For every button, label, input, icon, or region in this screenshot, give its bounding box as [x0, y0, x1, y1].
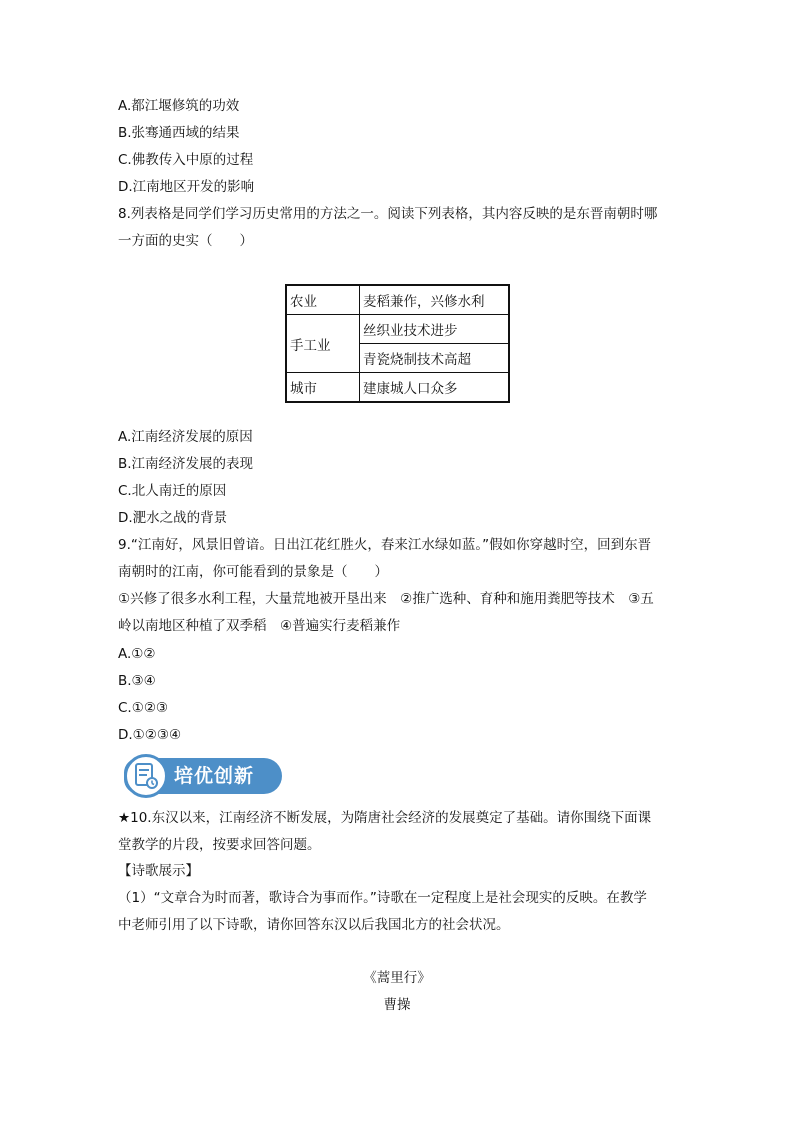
poem-author: 曹操: [383, 997, 411, 1013]
handicraft-label: 手工业: [286, 315, 360, 373]
table-row: [286, 315, 509, 344]
q8-option-c: C.北人南迁的原因: [118, 483, 227, 499]
q10-sub1-line2: 中老师引用了以下诗歌，请你回答东汉以后我国北方的社会状况。: [118, 917, 510, 933]
poem-title: 《蒿里行》: [363, 970, 431, 986]
q7-option-b: B.张骞通西域的结果: [118, 125, 240, 141]
table-row: [286, 373, 509, 403]
q9-option-d: D.①②③④: [118, 727, 182, 743]
q10-heading: 【诗歌展示】: [118, 863, 199, 879]
q8-stem-line2: 一方面的史实（ ）: [118, 233, 253, 249]
banner-title: 培优创新: [174, 765, 255, 787]
agriculture-value: 麦稻兼作，兴修水利: [360, 285, 510, 315]
handicraft-value-2: 青瓷烧制技术高超: [360, 344, 510, 373]
q7-option-a: A.都江堰修筑的功效: [118, 98, 240, 114]
q7-option-c: C.佛教传入中原的过程: [118, 152, 254, 168]
q10-stem-line1: ★10.东汉以来，江南经济不断发展，为隋唐社会经济的发展奠定了基础。请你围绕下面课: [118, 810, 652, 826]
city-label: 城市: [286, 373, 360, 403]
q9-items-line2: 岭以南地区种植了双季稻 ④普遍实行麦稻兼作: [118, 618, 401, 634]
section-banner: [124, 754, 282, 798]
agriculture-label: 农业: [286, 285, 360, 315]
q9-stem-line2: 南朝时的江南，你可能看到的景象是（ ）: [118, 564, 388, 580]
q9-items-line1: ①兴修了很多水利工程，大量荒地被开垦出来 ②推广选种、育种和施用粪肥等技术 ③五: [118, 591, 654, 607]
table-row: [286, 285, 509, 315]
q8-option-b: B.江南经济发展的表现: [118, 456, 254, 472]
q7-option-d: D.江南地区开发的影响: [118, 179, 255, 195]
q9-stem-line1: 9.“江南好，风景旧曾谙。日出江花红胜火，春来江水绿如蓝。”假如你穿越时空，回到东晋: [118, 537, 652, 553]
q8-option-a: A.江南经济发展的原因: [118, 429, 253, 445]
q10-stem-line2: 堂教学的片段，按要求回答问题。: [118, 837, 321, 853]
q8-stem-line1: 8.列表格是同学们学习历史常用的方法之一。阅读下列表格，其内容反映的是东晋南朝时哪: [118, 206, 658, 222]
city-value: 建康城人口众多: [360, 373, 510, 403]
q8-table: [285, 284, 510, 403]
document-icon: [124, 754, 168, 798]
handicraft-value-1: 丝织业技术进步: [360, 315, 510, 344]
q8-option-d: D.淝水之战的背景: [118, 510, 228, 526]
q10-sub1-line1: （1）“文章合为时而著，歌诗合为事而作。”诗歌在一定程度上是社会现实的反映。在教学: [118, 890, 647, 906]
q9-option-b: B.③④: [118, 673, 156, 689]
q9-option-c: C.①②③: [118, 700, 169, 716]
q9-option-a: A.①②: [118, 646, 156, 662]
